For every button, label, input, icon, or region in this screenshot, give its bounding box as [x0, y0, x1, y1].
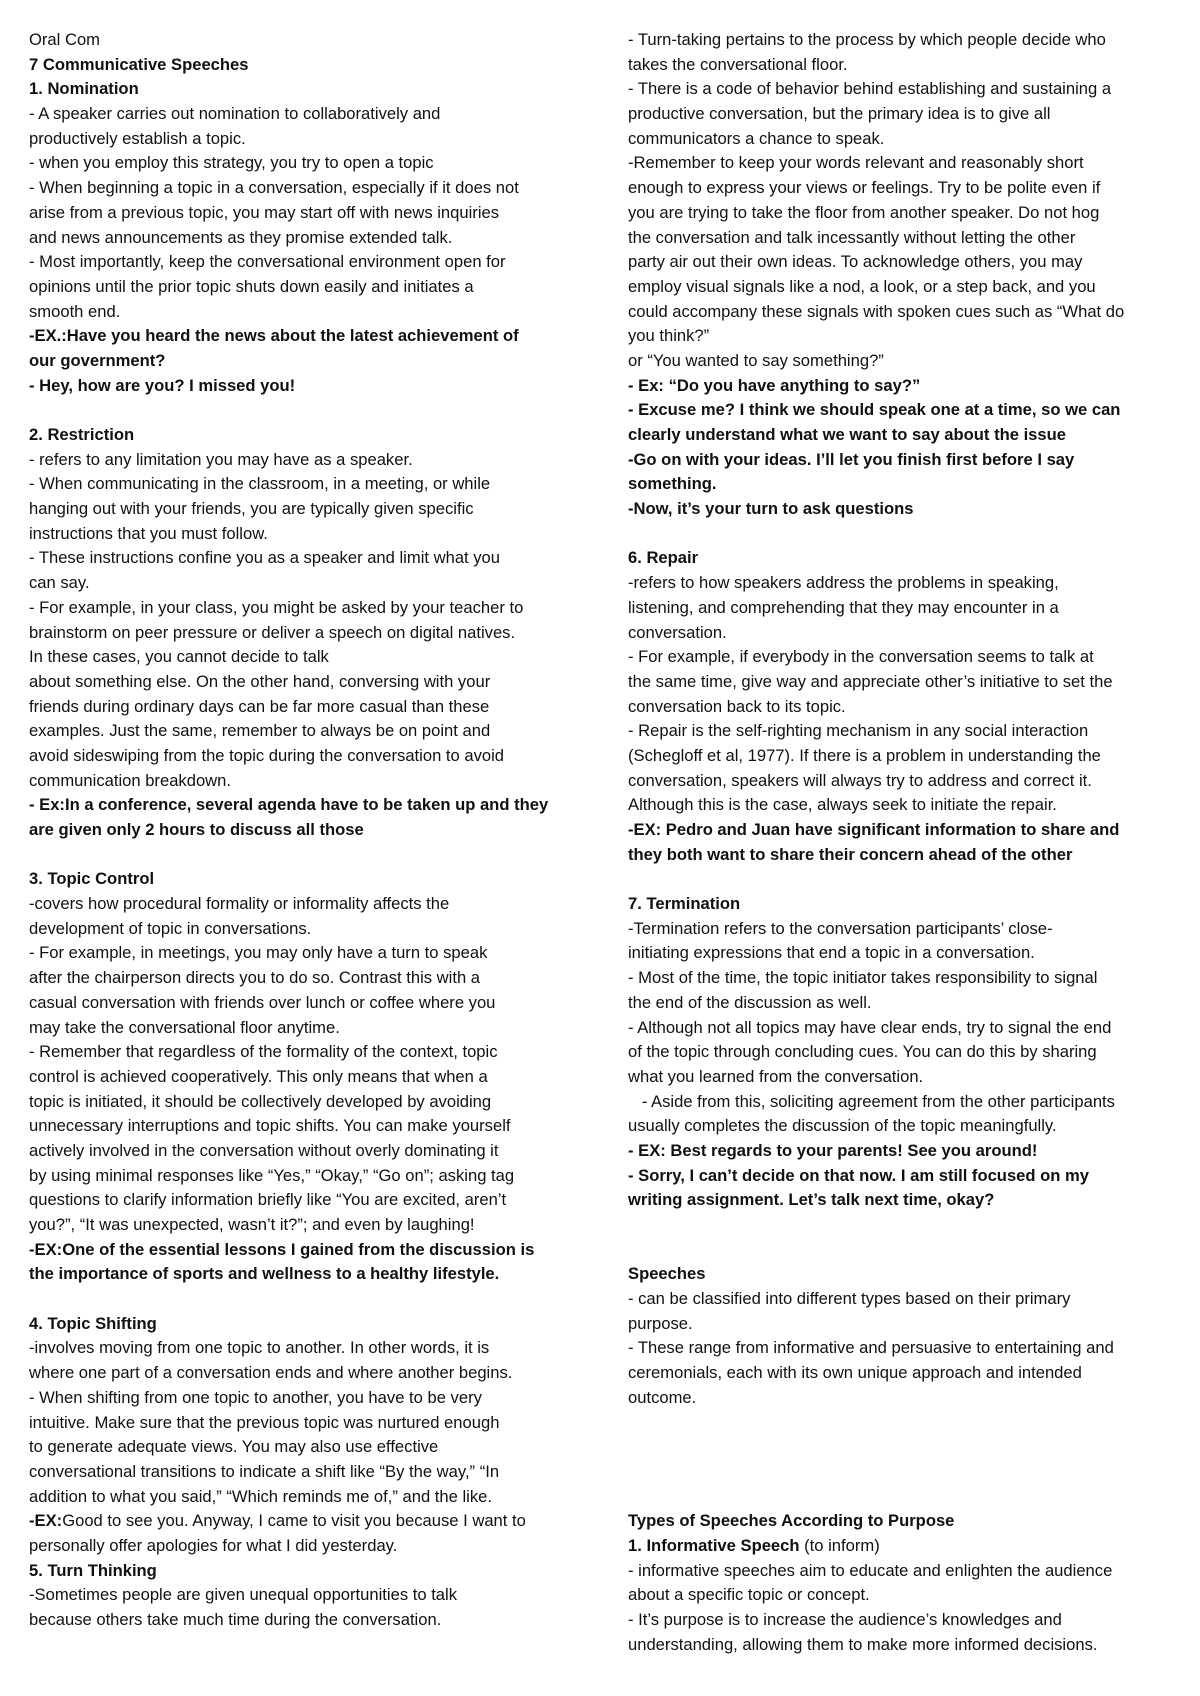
text-line: - informative speeches aim to educate and enlighten the audience [628, 1560, 1113, 1580]
text-line: productively establish a topic. [29, 128, 246, 148]
example-text: Good to see you. Anyway, I came to visit you because I want to [62, 1511, 526, 1531]
text-line: - Although not all topics may have clear ends, try to signal the end [628, 1017, 1112, 1037]
example-label: -EX: [29, 1511, 63, 1531]
spacer [628, 1213, 1188, 1262]
section-heading: 5. Turn Thinking [29, 1560, 157, 1580]
section-types-of-speeches [628, 1509, 1188, 1657]
text-line: outcome. [628, 1387, 697, 1407]
text-line: conversational transitions to indicate a shift like “By the way,” “In [29, 1461, 500, 1481]
spacer [29, 843, 589, 868]
left-column [29, 28, 589, 1633]
text-line: - A speaker carries out nomination to collaboratively and [29, 104, 441, 124]
example-line [29, 1509, 589, 1534]
text-line: - When communicating in the classroom, in a meeting, or while [29, 474, 491, 494]
section-heading: 4. Topic Shifting [29, 1313, 157, 1333]
spacer [628, 1411, 1188, 1510]
section-repair [628, 546, 1188, 867]
text-line: - Most importantly, keep the conversational environment open for [29, 252, 506, 272]
example-line: - Hey, how are you? I missed you! [29, 375, 296, 395]
section-heading: Types of Speeches According to Purpose [628, 1511, 955, 1531]
text-line: -Termination refers to the conversation participants’ close- [628, 918, 1053, 938]
text-line: friends during ordinary days can be far more casual than these [29, 696, 490, 716]
text-line: about a specific topic or concept. [628, 1585, 870, 1605]
text-line: where one part of a conversation ends and where another begins. [29, 1363, 513, 1383]
text-line: - when you employ this strategy, you try to open a topic [29, 153, 434, 173]
item-title: 1. Informative Speech [628, 1536, 800, 1555]
section-heading: Speeches [628, 1264, 706, 1284]
text-line: because others take much time during the conversation. [29, 1610, 442, 1629]
text-line: can say. [29, 573, 90, 593]
text-line: of the topic through concluding cues. You can do this by sharing [628, 1042, 1097, 1062]
section-topic-shifting [29, 1312, 589, 1559]
item-note: (to inform) [799, 1536, 880, 1555]
text-line: intuitive. Make sure that the previous topic was nurtured enough [29, 1412, 500, 1432]
text-line: communication breakdown. [29, 770, 231, 790]
text-line: what you learned from the conversation. [628, 1066, 924, 1086]
example-line: -Now, it’s your turn to ask questions [628, 499, 914, 519]
text-line: enough to express your views or feelings. Try to be polite even if [628, 178, 1101, 198]
example-line: - Excuse me? I think we should speak one at a time, so we can [628, 400, 1121, 420]
text-line: you are trying to take the floor from another speaker. Do not hog [628, 202, 1100, 222]
spacer [628, 867, 1188, 892]
example-line: - EX: Best regards to your parents! See you around! [628, 1140, 1038, 1160]
example-line: - Ex:In a conference, several agenda have to be taken up and they [29, 795, 549, 815]
text-line: opinions until the prior topic shuts down easily and initiates a [29, 276, 474, 296]
section-speeches [628, 1262, 1188, 1410]
text-line: brainstorm on peer pressure or deliver a speech on digital natives. [29, 622, 516, 642]
section-topic-control [29, 867, 589, 1287]
section-heading: 7. Termination [628, 894, 741, 914]
text-line: -Sometimes people are given unequal opportunities to talk [29, 1585, 458, 1605]
text-line: you?”, “It was unexpected, wasn’t it?”; and even by laughing! [29, 1215, 475, 1234]
example-line: writing assignment. Let’s talk next time, okay? [628, 1190, 995, 1210]
text-line: -refers to how speakers address the problems in speaking, [628, 573, 1059, 593]
text-line: - Remember that regardless of the formality of the context, topic [29, 1042, 498, 1062]
text-line: instructions that you must follow. [29, 523, 268, 543]
text-line: casual conversation with friends over lunch or coffee where you [29, 992, 496, 1012]
text-line: - For example, in meetings, you may only have a turn to speak [29, 943, 488, 963]
text-line: arise from a previous topic, you may start off with news inquiries [29, 202, 500, 222]
list-item-title [628, 1534, 1188, 1559]
text-line: and news announcements as they promise extended talk. [29, 227, 453, 247]
text-line: unnecessary interruptions and topic shifts. You can make yourself [29, 1116, 511, 1136]
example-line: personally offer apologies for what I did yesterday. [29, 1535, 398, 1555]
text-line: - For example, if everybody in the conversation seems to talk at [628, 647, 1094, 667]
text-line: could accompany these signals with spoken cues such as “What do [628, 301, 1125, 321]
example-line: -EX: Pedro and Juan have significant information to share and [628, 820, 1120, 839]
text-line: ceremonials, each with its own unique approach and intended [628, 1363, 1082, 1383]
example-line: something. [628, 474, 717, 494]
text-line: listening, and comprehending that they may encounter in a [628, 597, 1059, 617]
text-line: - There is a code of behavior behind establishing and sustaining a [628, 79, 1112, 99]
text-line: avoid sideswiping from the topic during the conversation to avoid [29, 745, 505, 765]
example-line: our government? [29, 350, 166, 370]
text-line: control is achieved cooperatively. This only means that when a [29, 1066, 488, 1086]
section-heading: 2. Restriction [29, 425, 135, 444]
text-line: -covers how procedural formality or informality affects the [29, 894, 450, 914]
text-line: - refers to any limitation you may have as a speaker. [29, 449, 413, 469]
text-line: - Aside from this, soliciting agreement from the other participants [628, 1091, 1115, 1111]
section-restriction [29, 423, 589, 843]
section-heading: 3. Topic Control [29, 869, 155, 889]
course-name: Oral Com [29, 30, 100, 49]
text-line: In these cases, you cannot decide to talk [29, 647, 329, 667]
text-line: the same time, give way and appreciate other’s initiative to set the [628, 671, 1113, 691]
text-line: hanging out with your friends, you are typically given specific [29, 499, 474, 519]
text-line: -Remember to keep your words relevant and reasonably short [628, 153, 1084, 173]
text-line: conversation, speakers will always try to address and correct it. [628, 770, 1092, 790]
text-line: - Repair is the self-righting mechanism in any social interaction [628, 721, 1089, 741]
text-line: - These range from informative and persuasive to entertaining and [628, 1338, 1114, 1358]
example-line: clearly understand what we want to say about the issue [628, 425, 1067, 444]
text-line: conversation. [628, 622, 727, 642]
section-turn-thinking [29, 1559, 589, 1633]
text-line: takes the conversational floor. [628, 54, 848, 74]
text-line: you think?” [628, 326, 710, 346]
example-line: - Ex: “Do you have anything to say?” [628, 375, 921, 395]
text-line: addition to what you said,” “Which reminds me of,” and the like. [29, 1486, 492, 1506]
text-line: - When shifting from one topic to another, you have to be very [29, 1387, 482, 1407]
text-line: employ visual signals like a nod, a look, or a step back, and you [628, 276, 1096, 296]
section-termination [628, 892, 1188, 1213]
text-line: - Most of the time, the topic initiator takes responsibility to signal [628, 968, 1098, 988]
text-line: usually completes the discussion of the topic meaningfully. [628, 1116, 1057, 1136]
text-line: the end of the discussion as well. [628, 992, 872, 1012]
text-line: - For example, in your class, you might be asked by your teacher to [29, 597, 524, 617]
text-line: - These instructions confine you as a speaker and limit what you [29, 548, 501, 568]
text-line: conversation back to its topic. [628, 696, 846, 716]
text-line: (Schegloff et al, 1977). If there is a problem in understanding the [628, 745, 1101, 765]
text-line: purpose. [628, 1313, 693, 1333]
example-line: - Sorry, I can’t decide on that now. I am still focused on my [628, 1165, 1090, 1185]
text-line: after the chairperson directs you to do so. Contrast this with a [29, 968, 481, 988]
right-column [628, 28, 1188, 1657]
spacer [29, 398, 589, 423]
example-line: are given only 2 hours to discuss all those [29, 820, 364, 839]
text-line: may take the conversational floor anytime. [29, 1017, 340, 1037]
text-line: - can be classified into different types based on their primary [628, 1289, 1071, 1309]
text-line: communicators a chance to speak. [628, 128, 885, 148]
text-line: - When beginning a topic in a conversation, especially if it does not [29, 178, 519, 198]
section-heading: 1. Nomination [29, 79, 139, 99]
text-line: initiating expressions that end a topic in a conversation. [628, 943, 1035, 963]
spacer [29, 1287, 589, 1312]
text-line: or “You wanted to say something?” [628, 350, 884, 370]
example-line: the importance of sports and wellness to a healthy lifestyle. [29, 1264, 500, 1284]
example-line: -EX.:Have you heard the news about the latest achievement of [29, 326, 519, 346]
section-nomination [29, 77, 589, 398]
text-line: - Turn-taking pertains to the process by which people decide who [628, 30, 1106, 49]
text-line: topic is initiated, it should be collectively developed by avoiding [29, 1091, 492, 1111]
text-line: -involves moving from one topic to another. In other words, it is [29, 1338, 490, 1358]
text-line: smooth end. [29, 301, 121, 321]
example-line: -Go on with your ideas. I’ll let you finish first before I say [628, 449, 1075, 469]
text-line: Although this is the case, always seek to initiate the repair. [628, 795, 1057, 815]
text-line: questions to clarify information briefly like “You are excited, aren’t [29, 1190, 507, 1210]
section-heading: 6. Repair [628, 548, 699, 568]
text-line: to generate adequate views. You may also use effective [29, 1437, 439, 1457]
text-line: about something else. On the other hand, conversing with your [29, 671, 491, 691]
example-line: they both want to share their concern ahead of the other [628, 844, 1073, 864]
text-line: development of topic in conversations. [29, 918, 312, 938]
section-turn-thinking-continued [628, 28, 1188, 522]
text-line: by using minimal responses like “Yes,” “Okay,” “Go on”; asking tag [29, 1165, 515, 1185]
text-line: - It’s purpose is to increase the audience’s knowledges and [628, 1610, 1062, 1630]
spacer [628, 522, 1188, 547]
example-line: -EX:One of the essential lessons I gained from the discussion is [29, 1239, 535, 1259]
text-line: actively involved in the conversation without overly dominating it [29, 1140, 499, 1160]
text-line: the conversation and talk incessantly without letting the other [628, 227, 1076, 247]
text-line: productive conversation, but the primary idea is to give all [628, 104, 1051, 124]
text-line: examples. Just the same, remember to always be on point and [29, 721, 491, 741]
text-line: party air out their own ideas. To acknowledge others, you may [628, 252, 1083, 272]
document-title: 7 Communicative Speeches [29, 54, 249, 74]
text-line: understanding, allowing them to make more informed decisions. [628, 1634, 1098, 1654]
